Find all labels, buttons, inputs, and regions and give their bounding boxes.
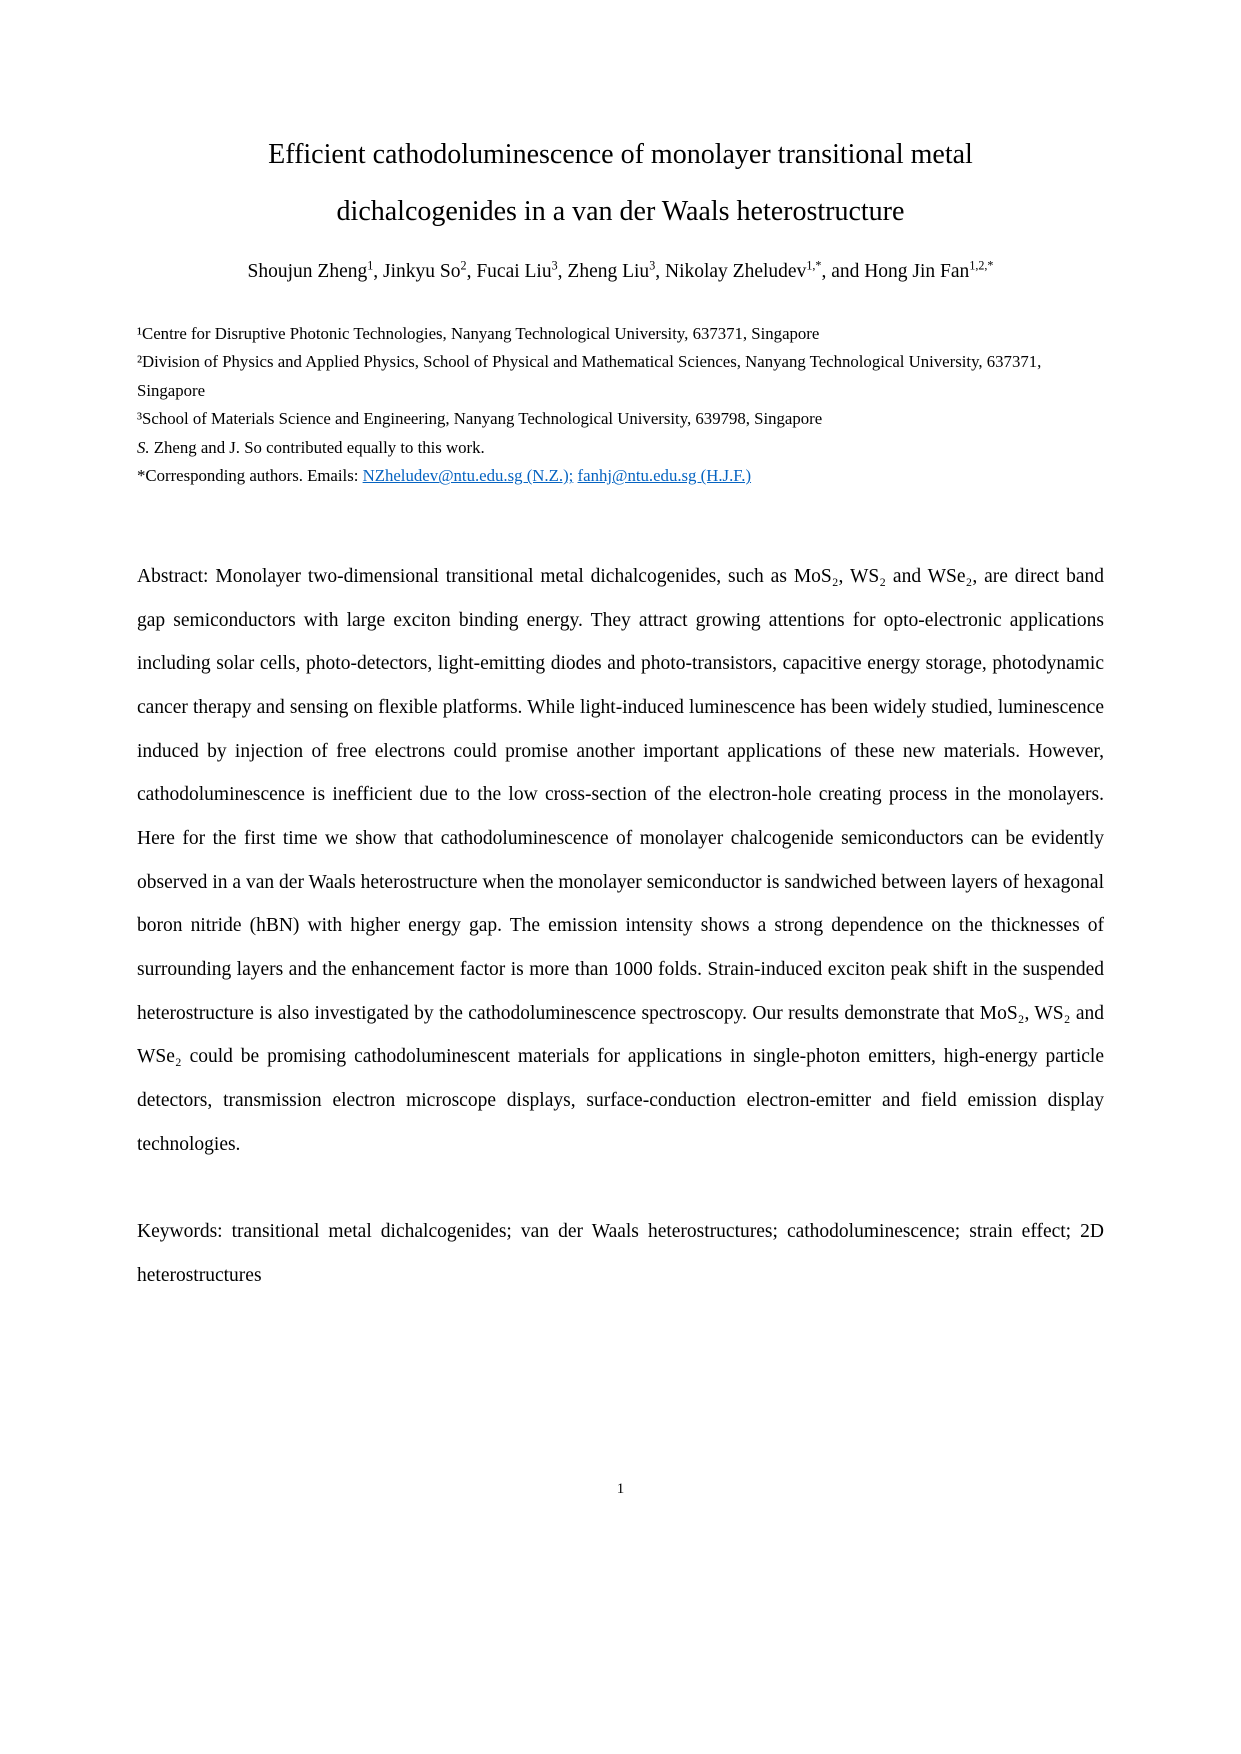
affiliation-2: ²Division of Physics and Applied Physics, School of Physical and Mathematical Sciences, Nanyang Technological University, 637371, Singapore bbox=[137, 352, 1042, 400]
superscript-marker: 3 bbox=[551, 258, 558, 273]
text-segment: , Zheng Liu bbox=[557, 260, 650, 282]
equal-contribution-note bbox=[137, 434, 1042, 463]
affiliation-3: ³School of Materials Science and Engineering, Nanyang Technological University, 639798, Singapore bbox=[137, 409, 823, 429]
abstract-paragraph bbox=[137, 555, 1104, 1166]
text-segment: Shoujun Zheng bbox=[247, 260, 368, 282]
text-segment: , and Hong Jin Fan bbox=[821, 260, 970, 282]
superscript-marker: 1 bbox=[367, 258, 374, 273]
paper-title-line-1: Efficient cathodoluminescence of monolayer transitional metal bbox=[268, 139, 973, 170]
corresponding-authors-note bbox=[137, 462, 1042, 491]
superscript-marker: 2 bbox=[460, 258, 467, 273]
text-segment: , Fucai Liu bbox=[466, 260, 552, 282]
superscript-marker: 1,2,* bbox=[969, 258, 994, 273]
text-segment: , Jinkyu So bbox=[373, 260, 461, 282]
affiliations-block bbox=[137, 320, 1042, 491]
keywords-paragraph: Keywords: transitional metal dichalcogenides; van der Waals heterostructures; cathodoluminescence; strain effect; 2D heterostructures bbox=[137, 1221, 1104, 1287]
text-segment: , Nikolay Zheludev bbox=[655, 260, 807, 282]
abstract-text: Monolayer two-dimensional transitional metal dichalcogenides, such as MoS₂, WS₂ and WSe₂, are direct band gap semiconductors with large exciton binding energy. They attract growing attentions for opto-electronic applications including solar cells, photo-detectors, light-emitting diodes and photo-transistors, capacitive energy storage, photodynamic cancer therapy and sensing on flexible platforms. While light-induced luminescence has been widely studied, luminescence induced by injection of free electrons could promise another important applications of these new materials. However, cathodoluminescence is inefficient due to the low cross-section of the electron-hole creating process in the monolayers. Here for the first time we show that cathodoluminescence of monolayer chalcogenide semiconductors can be evidently observed in a van der Waals heterostructure when the monolayer semiconductor is sandwiched between layers of hexagonal boron nitride (hBN) with higher energy gap. The emission intensity shows a strong dependence on the thicknesses of surrounding layers and the enhancement factor is more than 1000 folds. Strain-induced exciton peak shift in the suspended heterostructure is also investigated by the cathodoluminescence spectroscopy. Our results demonstrate that MoS₂, WS₂ and WSe₂ could be promising cathodoluminescent materials for applications in single-photon emitters, high-energy particle detectors, transmission electron microscope displays, surface-conduction electron-emitter and field emission display technologies. bbox=[137, 565, 1104, 1155]
abstract-label: Abstract: bbox=[137, 565, 209, 587]
paper-title bbox=[137, 126, 1104, 241]
author-line bbox=[137, 251, 1104, 294]
text-segment: *Corresponding authors. Emails: bbox=[137, 466, 363, 486]
paper-title-line-2: dichalcogenides in a van der Waals heterostructure bbox=[336, 196, 905, 228]
text-segment: S. bbox=[137, 437, 150, 457]
affiliation-1: ¹Centre for Disruptive Photonic Technologies, Nanyang Technological University, 637371, Singapore bbox=[137, 323, 820, 343]
email-link[interactable]: fanhj@ntu.edu.sg (H.J.F.) bbox=[577, 466, 752, 486]
superscript-marker: 3 bbox=[649, 258, 656, 273]
text-segment: Zheng and J. So contributed equally to this work. bbox=[149, 437, 485, 457]
superscript-marker: 1,* bbox=[806, 258, 822, 273]
email-link[interactable]: NZheludev@ntu.edu.sg (N.Z.); bbox=[362, 466, 574, 486]
page-number: 1 bbox=[616, 1481, 625, 1497]
